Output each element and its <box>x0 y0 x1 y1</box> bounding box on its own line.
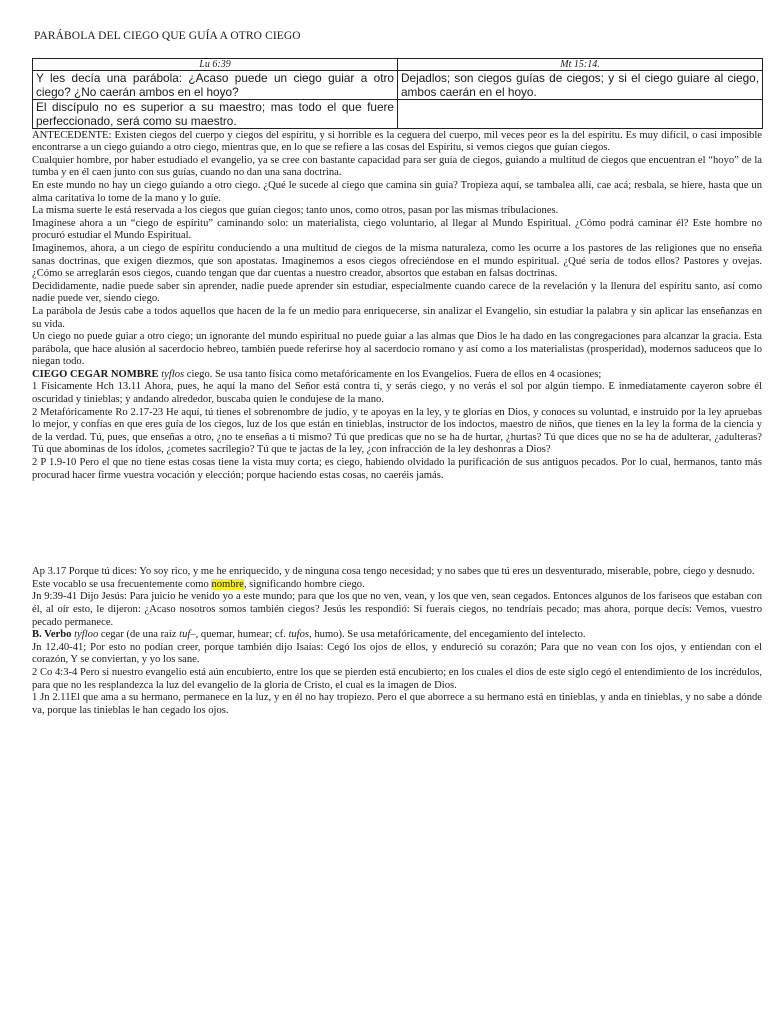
table-cell: Dejadlos; son ciegos guías de ciegos; y si el ciego guiare al ciego, ambos caerán en el hoyo. <box>398 70 763 99</box>
table-cell: Y les decía una parábola: ¿Acaso puede un ciego guiar a otro ciego? ¿No caerán ambos en el hoyo? <box>33 70 398 99</box>
paragraph-apocalipsis: Ap 3.17 Porque tú dices: Yo soy rico, y me he enriquecido, y de ninguna cosa tengo necesidad; y no sabes que tú eres un desventurado, miserable, pobre, ciego y desnudo. <box>32 566 755 578</box>
paragraph-ciego-heading <box>32 369 762 382</box>
table-header-luke: Lu 6:39 <box>33 58 398 70</box>
paragraph: En este mundo no hay un ciego guiando a otro ciego. ¿Qué le sucede al ciego que camina sin guía? Tropieza aquí, se tambalea allí, cae acá; resbala, se hiere, hasta que un alma caritativa lo tome de la mano y lo guíe. <box>32 179 762 204</box>
paragraph: Decididamente, nadie puede saber sin aprender, nadie puede aprender sin estudiar, especialmente cuando carece de la revelación y la llenura del espíritu santo, así como nadie puede ver, siendo ciego. <box>32 280 762 305</box>
paragraph: Imagínese ahora a un “ciego de espíritu” caminando solo: un materialista, ciego voluntario, al llegar al Mundo Espiritual. ¿Cómo podrá caminar él? Este hombre no procuró estudiar el Mundo Espiritual. <box>32 217 762 242</box>
table-header-matthew: Mt 15:14. <box>398 58 763 70</box>
body-section-1 <box>32 130 762 483</box>
paragraph-vocablo <box>32 579 762 592</box>
vocablo-text-a: Este vocablo se usa frecuentemente como <box>32 578 212 590</box>
verbo-text: , humo). Se usa metafóricamente, del encegamiento del intelecto. <box>309 629 586 641</box>
ciego-heading: CIEGO CEGAR NOMBRE <box>32 368 159 380</box>
paragraph-verbo <box>32 629 762 642</box>
highlighted-word: nombre <box>211 578 244 590</box>
paragraph: Jn 9:39-41 Dijo Jesús: Para juicio he venido yo a este mundo; para que los que no ven, vean, y los que ven, sean cegados. Entonces algunos de los fariseos que estaban con él, al oír esto, le dijeron: ¿Acaso nosotros somos también ciegos? Jesús les respondió: Si fuerais ciegos, no tendríais pecado; mas ahora, porque decís: Vemos, vuestro pecado permanece. <box>32 591 762 628</box>
scripture-comparison-table <box>32 58 763 129</box>
paragraph: 1 Físicamente Hch 13.11 Ahora, pues, he aquí la mano del Señor está contra ti, y serás ciego, y no verás el sol por algún tiempo. E inmediatamente cayeron sobre él oscuridad y tinieblas; y andando alrededor, buscaba quien le condujese de la mano. <box>32 381 762 406</box>
table-cell: El discípulo no es superior a su maestro; mas todo el que fuere perfeccionado, será como su maestro. <box>33 99 398 128</box>
vocablo-text-b: , significando hombre ciego. <box>243 578 365 590</box>
ciego-definition: ciego. Se usa tanto física como metafóricamente en los Evangelios. Fuera de ellos en 4 ocasiones; <box>184 368 602 380</box>
paragraph: La misma suerte le está reservada a los ciegos que guían ciegos; tanto unos, como otros, pasan por las mismas tribulaciones. <box>32 205 559 217</box>
paragraph: La parábola de Jesús cabe a todos aquellos que hacen de la fe un medio para enriquecerse, sin analizar el Evangelio, sin estudiar la palabra y sin aplicar las enseñanzas en su vida. <box>32 305 762 330</box>
greek-word-tyfloo: tyfloo <box>74 629 99 641</box>
body-section-2 <box>32 566 762 717</box>
verbo-text: –, quemar, humear; cf. <box>190 629 289 641</box>
verbo-text: cegar (de una raíz <box>98 629 180 641</box>
paragraph-antecedente: ANTECEDENTE: Existen ciegos del cuerpo y ciegos del espíritu, y si horrible es la ceguera del cuerpo, mil veces peor es la del espíritu. Es muy difícil, o casi imposible encontrarse a un ciego guiando a otro ciego, mientras que, en lo que se refiere a las cosas del Espíritu, si vemos ciegos que guían ciegos. <box>32 129 762 154</box>
greek-word-tyflos: tyflos <box>161 368 185 380</box>
paragraph: 2 Co 4:3-4 Pero si nuestro evangelio está aún encubierto, entre los que se pierden está encubierto; en los cuales el dios de este siglo cegó el entendimiento de los incrédulos, para que no les resplandezca la luz del evangelio de la gloria de Cristo, el cual es la imagen de Dios. <box>32 666 762 691</box>
paragraph: 1 Jn 2.11El que ama a su hermano, permanece en la luz, y en él no hay tropiezo. Pero el que aborrece a su hermano está en tinieblas, y anda en tinieblas, y no sabe a dónde va, porque las tinieblas le han cegado los ojos. <box>32 692 762 716</box>
paragraph: Cualquier hombre, por haber estudiado el evangelio, ya se cree con bastante capacidad para ser guía de ciegos, guiando a multitud de ciegos que encuentran el “hoyo” de la tumba y en él caen junto con sus guías, cuando no dan una sana doctrina. <box>32 154 762 179</box>
greek-root: tuf <box>179 629 191 641</box>
paragraph: Un ciego no puede guiar a otro ciego; un ignorante del mundo espiritual no puede guiar a las almas que Dios le ha dado en las congregaciones para alcanzar la gracia. Esta parábola, que hace alusión al sacerdocio hebreo, también puede referirse hoy al sacerdocio romano y así como a los materialistas (prosperidad), modernos saduceos que lo niegan todo. <box>32 331 762 368</box>
document-page <box>32 30 762 717</box>
verbo-label: B. Verbo <box>32 629 72 641</box>
greek-word-tufos: tufos <box>288 629 310 641</box>
page-blank-space <box>32 482 762 566</box>
page-title: PARÁBOLA DEL CIEGO QUE GUÍA A OTRO CIEGO <box>34 30 301 42</box>
paragraph: Jn 12.40-41; Por esto no podían creer, porque también dijo Isaías: Cegó los ojos de ellos, y endureció su corazón; Para que no vean con los ojos, y entiendan con el corazón, Y se conviertan, y yo los sane. <box>32 641 762 666</box>
paragraph: 2 P 1.9-10 Pero el que no tiene estas cosas tiene la vista muy corta; es ciego, habiendo olvidado la purificación de sus antiguos pecados. Por lo cual, hermanos, tanto más procurad hacer firme vuestra vocación y elección; porque haciendo estas cosas, no caeréis jamás. <box>32 457 762 481</box>
paragraph: Imaginemos, ahora, a un ciego de espíritu conduciendo a una multitud de ciegos de la misma naturaleza, como les ocurre a los pastores de las religiones que no enseña sanas doctrinas, que exigen diezmos, que son apostatas. Imaginemos a esos ciegos ofreciéndose en el mundo espiritual. ¿Qué sería de todos ellos? Pastores y ovejas. ¿Cómo se arreglarán esos ciegos, cuando tengan que dar cuentas a nuestro creador, absortos que estaban en falsas doctrinas. <box>32 242 762 280</box>
table-cell <box>398 99 763 128</box>
paragraph: 2 Metafóricamente Ro 2.17-23 He aquí, tú tienes el sobrenombre de judío, y te apoyas en la ley, y te glorías en Dios, y conoces su voluntad, e instruido por la ley apruebas lo mejor, y confías en que eres guía de los ciegos, luz de los que están en tinieblas, instructor de los indoctos, maestro de niños, que tienes en la ley la forma de la ciencia y de la verdad. Tú, pues, que enseñas a otro, ¿no te enseñas a ti mismo? Tú que predicas que no se ha de hurtar, ¿hurtas? Tú que dices que no se ha de adulterar, ¿adulteras? Tú que abominas de los ídolos, ¿cometes sacrilegio? Tú que te jactas de la ley, ¿con infracción de la ley deshonras a Dios? <box>32 406 762 456</box>
